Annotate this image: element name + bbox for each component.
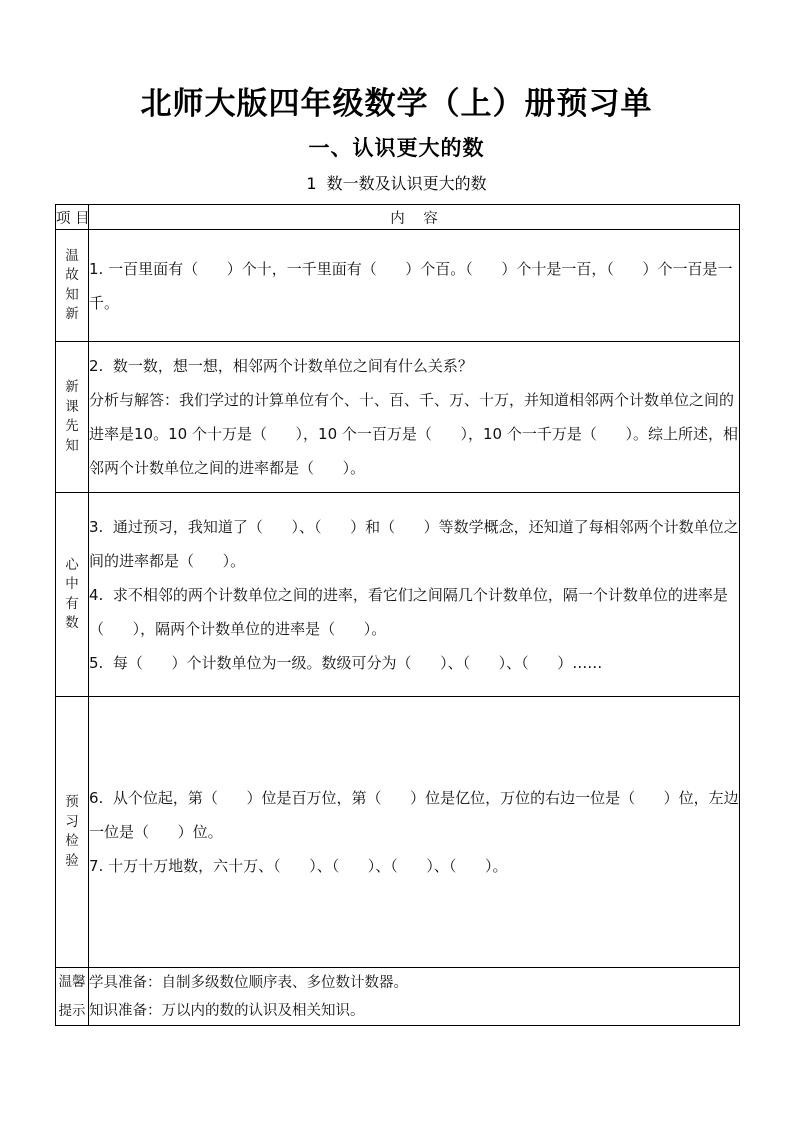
lesson-title: 1 数一数及认识更大的数 — [306, 174, 487, 194]
content-line: 知识准备：万以内的数的认识及相关知识。 — [89, 1002, 365, 1019]
row-label: 心中有数 — [65, 556, 79, 632]
row-label-cell — [56, 968, 89, 1026]
row-content — [89, 230, 740, 342]
content-line: 分析与解答：我们学过的计算单位有个、十、百、千、万、十万，并知道相邻两个计数单位之间的进率是10。10 个十万是（ ），10 个一百万是（ ），10 个一千万是（ ）。综上所述，相邻两个计数单位之间的进率都是（ ）。 — [89, 391, 738, 478]
row-label: 预习检验 — [65, 794, 79, 869]
row-content — [89, 342, 740, 493]
content-line: 2. 数一数，想一想，相邻两个计数单位之间有什么关系？ — [89, 357, 473, 376]
content-line: 3. 通过预习，我知道了（ ）、（ ）和（ ）等数学概念，还知道了每相邻两个计数单位之间的进率都是（ ）。 — [89, 517, 739, 570]
unit-title: 一、认识更大的数 — [308, 136, 485, 161]
row-content — [89, 493, 740, 697]
table-row-preview-check — [56, 697, 740, 968]
column-header-content: 内 容 — [89, 205, 740, 230]
table-row-review — [56, 230, 740, 342]
row-content — [89, 697, 740, 968]
table-row-tips — [56, 968, 740, 1026]
content-line: 学具准备：自制多级数位顺序表、多位数计数器。 — [89, 974, 408, 991]
table-header-row — [56, 205, 740, 230]
table-row-know-by-heart — [56, 493, 740, 697]
column-header-item: 项 目 — [56, 205, 89, 230]
row-label: 新课先知 — [65, 379, 79, 454]
content-line: 1. 一百里面有（ ）个十，一千里面有（ ）个百。（ ）个十是一百，（ ）个一百是一千。 — [89, 259, 733, 312]
document-title: 北师大版四年级数学（上）册预习单 — [140, 86, 653, 122]
content-line: 7. 十万十万地数，六十万、（ ）、（ ）、（ ）、（ ）。 — [89, 857, 508, 876]
row-label: 温故知新 — [65, 247, 79, 323]
preview-table — [55, 204, 740, 1026]
row-label-cell — [56, 342, 89, 493]
content-line: 6. 从个位起，第（ ）位是百万位，第（ ）位是亿位，万位的右边一位是（ ）位，左边一位是（ ）位。 — [89, 789, 739, 842]
row-label-cell — [56, 493, 89, 697]
row-label: 温馨提示 — [58, 974, 86, 1019]
row-content — [89, 968, 740, 1026]
content-line: 4. 求不相邻的两个计数单位之间的进率，看它们之间隔几个计数单位，隔一个计数单位的进率是（ ），隔两个计数单位的进率是（ ）。 — [89, 585, 728, 638]
content-line: 5. 每（ ）个计数单位为一级。数级可分为（ ）、（ ）、（ ）…… — [89, 653, 603, 672]
row-label-cell — [56, 697, 89, 968]
row-label-cell — [56, 230, 89, 342]
table-row-new-lesson — [56, 342, 740, 493]
